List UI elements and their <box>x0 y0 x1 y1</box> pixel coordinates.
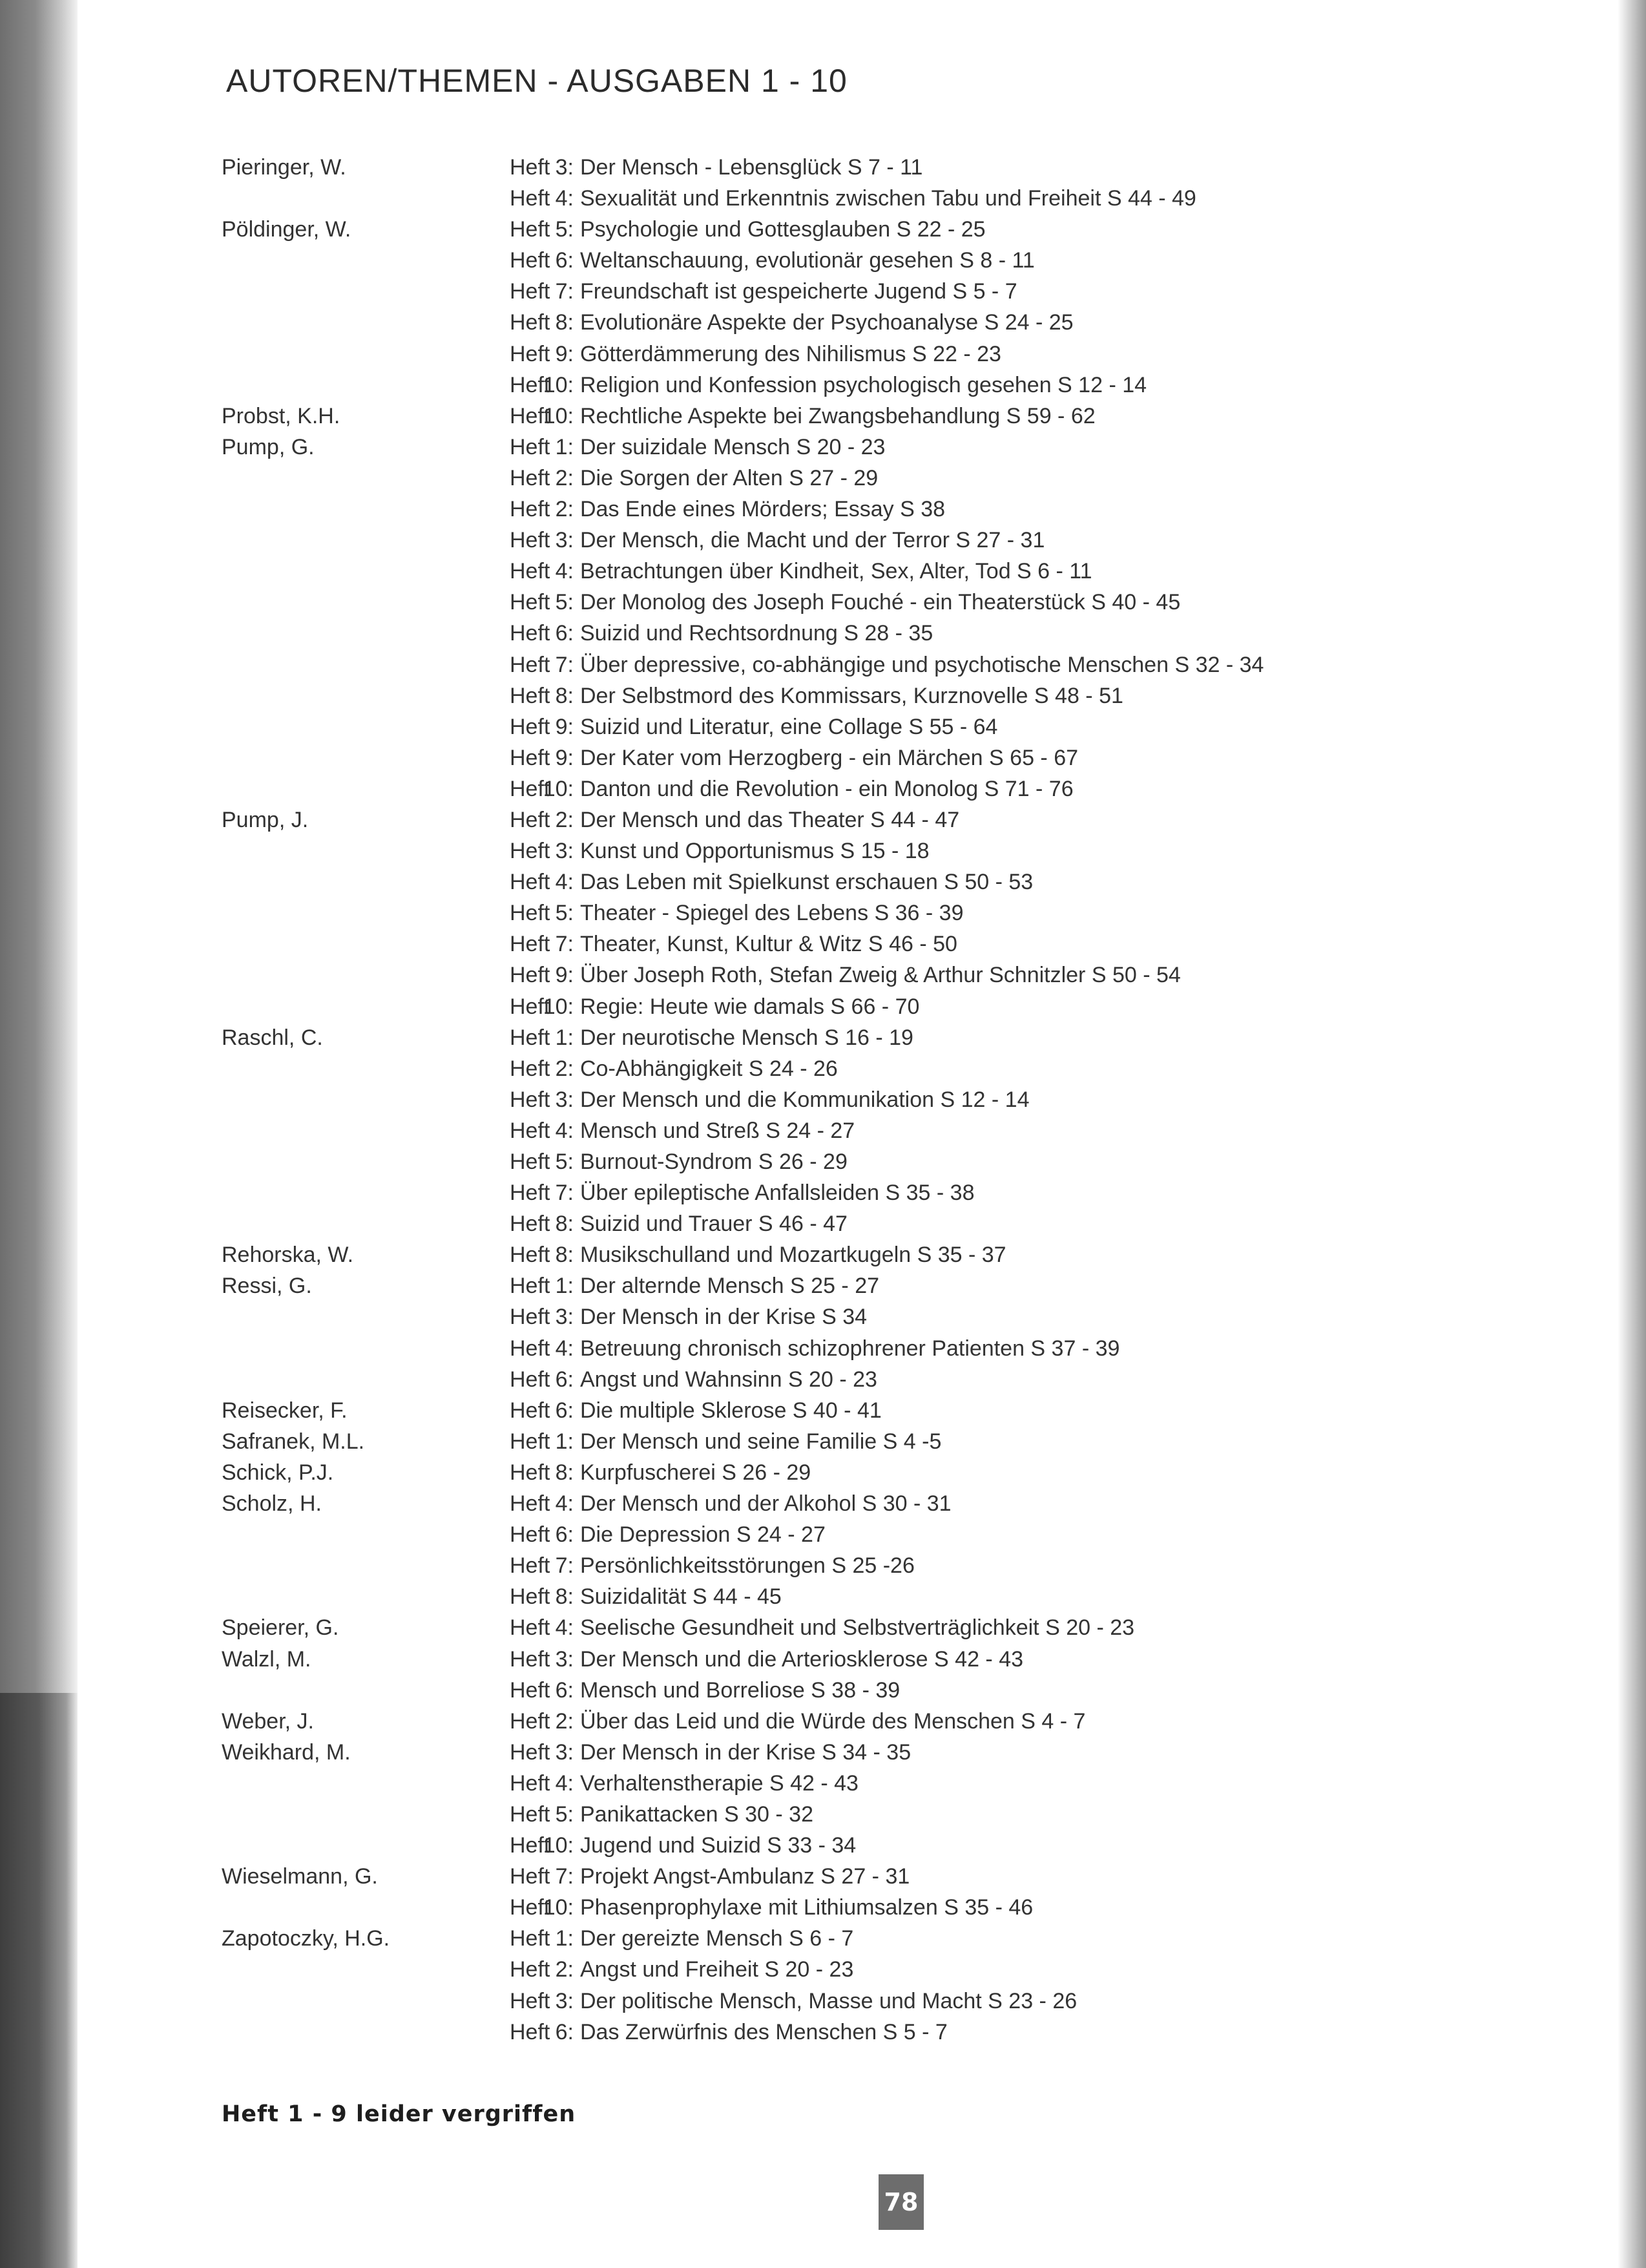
entry-issue-number: 8: <box>555 683 574 708</box>
footnote: Heft 1 - 9 leider vergriffen <box>222 2101 576 2127</box>
entry-article: Mensch und Streß S 24 - 27 <box>580 1118 855 1143</box>
entry-heft-label: Heft <box>510 310 550 335</box>
entry-article: Der suizidale Mensch S 20 - 23 <box>580 434 886 459</box>
entry-issue-number: 10: <box>543 776 574 801</box>
entry-article: Theater, Kunst, Kultur & Witz S 46 - 50 <box>580 932 957 957</box>
entry-heft-label: Heft <box>510 1895 550 1920</box>
entry-heft-label: Heft <box>510 434 550 459</box>
index-entry <box>222 1364 1449 1395</box>
author-topic-index <box>222 152 1449 2048</box>
entry-author: Weber, J. <box>222 1708 314 1734</box>
entry-issue-number: 2: <box>555 465 574 490</box>
book-spine-shadow <box>0 0 78 2268</box>
entry-issue-number: 3: <box>555 1739 574 1765</box>
entry-heft-label: Heft <box>510 1864 550 1889</box>
index-entry <box>222 401 1449 432</box>
index-entry <box>222 1830 1449 1861</box>
entry-issue-number: 5: <box>555 1150 574 1174</box>
entry-heft-label: Heft <box>510 372 550 397</box>
index-entry <box>222 1644 1449 1675</box>
entry-issue-number: 5: <box>555 217 574 242</box>
entry-issue-number: 4: <box>555 186 574 211</box>
entry-article: Der Mensch und die Kommunikation S 12 - 14 <box>580 1087 1030 1112</box>
entry-article: Der Kater vom Herzogberg - ein Märchen S 65 - 67 <box>580 745 1079 770</box>
entry-heft-label: Heft <box>510 248 550 273</box>
entry-heft-label: Heft <box>510 714 550 739</box>
index-entry <box>222 680 1449 711</box>
entry-heft-label: Heft <box>510 1305 550 1330</box>
entry-article: Der Mensch und das Theater S 44 - 47 <box>580 807 960 832</box>
entry-issue-number: 9: <box>555 714 574 739</box>
entry-heft-label: Heft <box>510 528 550 553</box>
index-entry <box>222 339 1449 370</box>
entry-issue-number: 1: <box>555 1025 574 1050</box>
entry-issue-number: 2: <box>555 1056 574 1081</box>
entry-author: Walzl, M. <box>222 1646 311 1672</box>
entry-article: Phasenprophylaxe mit Lithiumsalzen S 35 - 46 <box>580 1895 1034 1920</box>
index-entry <box>222 1208 1449 1239</box>
entry-heft-label: Heft <box>510 963 550 988</box>
entry-author: Raschl, C. <box>222 1025 323 1050</box>
entry-heft-label: Heft <box>510 1553 550 1579</box>
entry-heft-label: Heft <box>510 1243 550 1268</box>
entry-article: Der Mensch, die Macht und der Terror S 27 - 31 <box>580 528 1045 553</box>
entry-article: Freundschaft ist gespeicherte Jugend S 5 - 7 <box>580 279 1017 304</box>
index-entry <box>222 1706 1449 1737</box>
entry-issue-number: 7: <box>555 279 574 304</box>
entry-heft-label: Heft <box>510 1056 550 1081</box>
entry-article: Regie: Heute wie damals S 66 - 70 <box>580 994 920 1019</box>
entry-article: Der alternde Mensch S 25 - 27 <box>580 1274 880 1299</box>
entry-article: Die multiple Sklerose S 40 - 41 <box>580 1398 882 1423</box>
index-entry <box>222 152 1449 183</box>
entry-article: Kunst und Opportunismus S 15 - 18 <box>580 839 930 864</box>
entry-issue-number: 4: <box>555 870 574 895</box>
entry-article: Die Depression S 24 - 27 <box>580 1522 826 1548</box>
entry-article: Der Mensch in der Krise S 34 - 35 <box>580 1739 912 1765</box>
entry-issue-number: 2: <box>555 1708 574 1734</box>
entry-author: Zapotoczky, H.G. <box>222 1926 390 1951</box>
entry-issue-number: 4: <box>555 1770 574 1796</box>
entry-article: Panikattacken S 30 - 32 <box>580 1801 814 1827</box>
index-entry <box>222 1923 1449 1954</box>
index-entry <box>222 1115 1449 1146</box>
entry-heft-label: Heft <box>510 807 550 832</box>
entry-article: Der Monolog des Joseph Fouché - ein Theaterstück S 40 - 45 <box>580 590 1181 615</box>
index-entry <box>222 370 1449 401</box>
entry-issue-number: 2: <box>555 1957 574 1982</box>
index-entry <box>222 1737 1449 1768</box>
entry-heft-label: Heft <box>510 1212 550 1237</box>
entry-author: Pieringer, W. <box>222 155 346 180</box>
index-entry <box>222 1395 1449 1426</box>
entry-heft-label: Heft <box>510 1460 550 1485</box>
index-entry <box>222 991 1449 1022</box>
entry-article: Das Leben mit Spielkunst erschauen S 50 - 53 <box>580 870 1034 895</box>
entry-author: Safranek, M.L. <box>222 1429 365 1454</box>
entry-heft-label: Heft <box>510 1926 550 1951</box>
index-entry <box>222 1550 1449 1581</box>
entry-heft-label: Heft <box>510 652 550 677</box>
entry-heft-label: Heft <box>510 1398 550 1423</box>
entry-issue-number: 8: <box>555 310 574 335</box>
entry-article: Persönlichkeitsstörungen S 25 -26 <box>580 1553 915 1579</box>
entry-heft-label: Heft <box>510 1957 550 1982</box>
entry-heft-label: Heft <box>510 1988 550 2013</box>
entry-author: Weikhard, M. <box>222 1739 351 1765</box>
entry-heft-label: Heft <box>510 1801 550 1827</box>
index-entry <box>222 307 1449 338</box>
entry-article: Suizidalität S 44 - 45 <box>580 1584 782 1610</box>
index-entry <box>222 1084 1449 1115</box>
index-entry <box>222 1581 1449 1612</box>
entry-article: Theater - Spiegel des Lebens S 36 - 39 <box>580 901 964 926</box>
entry-issue-number: 9: <box>555 745 574 770</box>
entry-article: Der Selbstmord des Kommissars, Kurznovelle S 48 - 51 <box>580 683 1123 708</box>
entry-issue-number: 3: <box>555 1087 574 1112</box>
entry-heft-label: Heft <box>510 1087 550 1112</box>
index-entry <box>222 1675 1449 1706</box>
entry-article: Angst und Freiheit S 20 - 23 <box>580 1957 854 1982</box>
index-entry <box>222 1301 1449 1332</box>
entry-article: Das Ende eines Mörders; Essay S 38 <box>580 497 946 522</box>
entry-issue-number: 6: <box>555 1677 574 1703</box>
entry-author: Speierer, G. <box>222 1615 339 1641</box>
entry-issue-number: 6: <box>555 1398 574 1423</box>
entry-article: Danton und die Revolution - ein Monolog S 71 - 76 <box>580 776 1074 801</box>
entry-author: Pump, G. <box>222 434 315 459</box>
entry-heft-label: Heft <box>510 403 550 428</box>
entry-heft-label: Heft <box>510 186 550 211</box>
entry-issue-number: 6: <box>555 2019 574 2044</box>
entry-heft-label: Heft <box>510 497 550 522</box>
index-entry <box>222 1954 1449 1985</box>
entry-issue-number: 3: <box>555 1305 574 1330</box>
entry-article: Suizid und Trauer S 46 - 47 <box>580 1212 848 1237</box>
index-entry <box>222 1612 1449 1643</box>
index-entry <box>222 1861 1449 1892</box>
entry-article: Die Sorgen der Alten S 27 - 29 <box>580 465 879 490</box>
entry-heft-label: Heft <box>510 341 550 366</box>
entry-heft-label: Heft <box>510 870 550 895</box>
index-entry <box>222 556 1449 587</box>
index-entry <box>222 525 1449 556</box>
index-entry <box>222 1177 1449 1208</box>
index-entry <box>222 773 1449 804</box>
entry-author: Schick, P.J. <box>222 1460 334 1485</box>
entry-article: Religion und Konfession psychologisch gesehen S 12 - 14 <box>580 372 1147 397</box>
entry-article: Weltanschauung, evolutionär gesehen S 8 - 11 <box>580 248 1035 273</box>
entry-article: Suizid und Literatur, eine Collage S 55 - 64 <box>580 714 998 739</box>
index-entry <box>222 1519 1449 1550</box>
entry-article: Musikschulland und Mozartkugeln S 35 - 37 <box>580 1243 1006 1268</box>
entry-heft-label: Heft <box>510 745 550 770</box>
entry-issue-number: 10: <box>543 372 574 397</box>
index-entry <box>222 929 1449 960</box>
entry-article: Jugend und Suizid S 33 - 34 <box>580 1833 857 1858</box>
entry-article: Burnout-Syndrom S 26 - 29 <box>580 1150 848 1174</box>
entry-article: Betreuung chronisch schizophrener Patienten S 37 - 39 <box>580 1336 1120 1361</box>
entry-heft-label: Heft <box>510 1708 550 1734</box>
entry-heft-label: Heft <box>510 994 550 1019</box>
entry-issue-number: 5: <box>555 901 574 926</box>
book-spine-band <box>0 1693 78 2268</box>
entry-article: Der politische Mensch, Masse und Macht S 23 - 26 <box>580 1988 1078 2013</box>
index-entry <box>222 1053 1449 1084</box>
index-entry <box>222 1426 1449 1457</box>
entry-heft-label: Heft <box>510 1833 550 1858</box>
entry-issue-number: 8: <box>555 1460 574 1485</box>
index-entry <box>222 1022 1449 1053</box>
index-entry <box>222 1146 1449 1177</box>
entry-issue-number: 4: <box>555 1118 574 1143</box>
entry-heft-label: Heft <box>510 1367 550 1392</box>
index-entry <box>222 1986 1449 2017</box>
entry-issue-number: 7: <box>555 652 574 677</box>
entry-article: Betrachtungen über Kindheit, Sex, Alter, Tod S 6 - 11 <box>580 559 1092 584</box>
entry-author: Reisecker, F. <box>222 1398 348 1423</box>
entry-issue-number: 7: <box>555 1181 574 1206</box>
index-entry <box>222 432 1449 463</box>
entry-heft-label: Heft <box>510 155 550 180</box>
entry-issue-number: 4: <box>555 1336 574 1361</box>
entry-author: Pump, J. <box>222 807 309 832</box>
entry-issue-number: 6: <box>555 1522 574 1548</box>
entry-heft-label: Heft <box>510 1274 550 1299</box>
entry-author: Scholz, H. <box>222 1491 322 1517</box>
entry-issue-number: 6: <box>555 1367 574 1392</box>
entry-article: Kurpfuscherei S 26 - 29 <box>580 1460 811 1485</box>
index-entry <box>222 183 1449 214</box>
index-entry <box>222 742 1449 773</box>
entry-article: Psychologie und Gottesglauben S 22 - 25 <box>580 217 986 242</box>
entry-article: Co-Abhängigkeit S 24 - 26 <box>580 1056 838 1081</box>
entry-heft-label: Heft <box>510 901 550 926</box>
entry-issue-number: 1: <box>555 1429 574 1454</box>
index-entry <box>222 1768 1449 1799</box>
entry-heft-label: Heft <box>510 1150 550 1174</box>
entry-heft-label: Heft <box>510 932 550 957</box>
entry-issue-number: 5: <box>555 590 574 615</box>
entry-article: Sexualität und Erkenntnis zwischen Tabu und Freiheit S 44 - 49 <box>580 186 1196 211</box>
entry-heft-label: Heft <box>510 1118 550 1143</box>
index-entry <box>222 1488 1449 1519</box>
entry-heft-label: Heft <box>510 1770 550 1796</box>
entry-article: Der neurotische Mensch S 16 - 19 <box>580 1025 913 1050</box>
entry-issue-number: 7: <box>555 1553 574 1579</box>
entry-issue-number: 7: <box>555 932 574 957</box>
entry-article: Verhaltenstherapie S 42 - 43 <box>580 1770 859 1796</box>
entry-author: Ressi, G. <box>222 1274 312 1299</box>
entry-issue-number: 3: <box>555 1988 574 2013</box>
entry-heft-label: Heft <box>510 559 550 584</box>
index-entry <box>222 245 1449 276</box>
entry-issue-number: 6: <box>555 621 574 646</box>
entry-issue-number: 6: <box>555 248 574 273</box>
entry-heft-label: Heft <box>510 217 550 242</box>
entry-article: Über epileptische Anfallsleiden S 35 - 38 <box>580 1181 975 1206</box>
entry-issue-number: 8: <box>555 1584 574 1610</box>
entry-heft-label: Heft <box>510 1181 550 1206</box>
entry-article: Rechtliche Aspekte bei Zwangsbehandlung S 59 - 62 <box>580 403 1096 428</box>
entry-heft-label: Heft <box>510 683 550 708</box>
entry-article: Das Zerwürfnis des Menschen S 5 - 7 <box>580 2019 948 2044</box>
entry-issue-number: 2: <box>555 497 574 522</box>
entry-article: Angst und Wahnsinn S 20 - 23 <box>580 1367 877 1392</box>
entry-heft-label: Heft <box>510 1677 550 1703</box>
index-entry <box>222 1270 1449 1301</box>
index-entry <box>222 587 1449 618</box>
entry-heft-label: Heft <box>510 1491 550 1517</box>
entry-issue-number: 3: <box>555 1646 574 1672</box>
entry-issue-number: 2: <box>555 807 574 832</box>
entry-article: Mensch und Borreliose S 38 - 39 <box>580 1677 901 1703</box>
entry-heft-label: Heft <box>510 1522 550 1548</box>
entry-heft-label: Heft <box>510 1646 550 1672</box>
entry-issue-number: 10: <box>543 403 574 428</box>
entry-heft-label: Heft <box>510 1336 550 1361</box>
entry-article: Über Joseph Roth, Stefan Zweig & Arthur Schnitzler S 50 - 54 <box>580 963 1181 988</box>
entry-article: Der Mensch in der Krise S 34 <box>580 1305 868 1330</box>
entry-issue-number: 1: <box>555 1274 574 1299</box>
index-entry <box>222 463 1449 494</box>
index-entry <box>222 649 1449 680</box>
entry-issue-number: 4: <box>555 559 574 584</box>
entry-issue-number: 10: <box>543 994 574 1019</box>
entry-author: Pöldinger, W. <box>222 217 351 242</box>
index-entry <box>222 1799 1449 1830</box>
index-entry <box>222 1457 1449 1488</box>
index-entry <box>222 866 1449 898</box>
index-entry <box>222 960 1449 991</box>
entry-article: Projekt Angst-Ambulanz S 27 - 31 <box>580 1864 910 1889</box>
entry-author: Wieselmann, G. <box>222 1864 378 1889</box>
entry-article: Der Mensch und die Arteriosklerose S 42 - 43 <box>580 1646 1024 1672</box>
entry-heft-label: Heft <box>510 1429 550 1454</box>
entry-article: Der gereizte Mensch S 6 - 7 <box>580 1926 854 1951</box>
entry-heft-label: Heft <box>510 1584 550 1610</box>
entry-heft-label: Heft <box>510 776 550 801</box>
entry-article: Über das Leid und die Würde des Menschen S 4 - 7 <box>580 1708 1086 1734</box>
entry-article: Der Mensch und der Alkohol S 30 - 31 <box>580 1491 952 1517</box>
entry-author: Rehorska, W. <box>222 1243 354 1268</box>
entry-issue-number: 10: <box>543 1833 574 1858</box>
entry-issue-number: 9: <box>555 341 574 366</box>
entry-issue-number: 1: <box>555 1926 574 1951</box>
index-entry <box>222 1892 1449 1923</box>
entry-article: Suizid und Rechtsordnung S 28 - 35 <box>580 621 933 646</box>
entry-article: Über depressive, co-abhängige und psychotische Menschen S 32 - 34 <box>580 652 1264 677</box>
entry-heft-label: Heft <box>510 1615 550 1641</box>
entry-article: Seelische Gesundheit und Selbstverträglichkeit S 20 - 23 <box>580 1615 1135 1641</box>
index-entry <box>222 276 1449 307</box>
page-edge-shadow <box>1618 0 1646 2268</box>
entry-article: Der Mensch und seine Familie S 4 -5 <box>580 1429 942 1454</box>
index-entry <box>222 711 1449 742</box>
entry-issue-number: 7: <box>555 1864 574 1889</box>
entry-heft-label: Heft <box>510 621 550 646</box>
index-entry <box>222 898 1449 929</box>
entry-heft-label: Heft <box>510 2019 550 2044</box>
index-entry <box>222 494 1449 525</box>
entry-heft-label: Heft <box>510 1739 550 1765</box>
entry-issue-number: 9: <box>555 963 574 988</box>
entry-issue-number: 3: <box>555 528 574 553</box>
entry-issue-number: 3: <box>555 839 574 864</box>
index-entry <box>222 1239 1449 1270</box>
entry-article: Evolutionäre Aspekte der Psychoanalyse S 24 - 25 <box>580 310 1074 335</box>
entry-issue-number: 5: <box>555 1801 574 1827</box>
index-entry <box>222 835 1449 866</box>
entry-heft-label: Heft <box>510 279 550 304</box>
page-title: AUTOREN/THEMEN - AUSGABEN 1 - 10 <box>226 63 848 99</box>
entry-heft-label: Heft <box>510 1025 550 1050</box>
entry-issue-number: 8: <box>555 1212 574 1237</box>
index-entry <box>222 2017 1449 2048</box>
index-entry <box>222 214 1449 245</box>
index-entry <box>222 1333 1449 1364</box>
entry-heft-label: Heft <box>510 465 550 490</box>
page-number: 78 <box>879 2174 924 2230</box>
entry-issue-number: 8: <box>555 1243 574 1268</box>
entry-heft-label: Heft <box>510 839 550 864</box>
entry-article: Der Mensch - Lebensglück S 7 - 11 <box>580 155 923 180</box>
entry-issue-number: 1: <box>555 434 574 459</box>
entry-author: Probst, K.H. <box>222 403 340 428</box>
entry-article: Götterdämmerung des Nihilismus S 22 - 23 <box>580 341 1001 366</box>
entry-issue-number: 4: <box>555 1491 574 1517</box>
entry-issue-number: 4: <box>555 1615 574 1641</box>
entry-heft-label: Heft <box>510 590 550 615</box>
index-entry <box>222 618 1449 649</box>
entry-issue-number: 3: <box>555 155 574 180</box>
index-entry <box>222 804 1449 835</box>
entry-issue-number: 10: <box>543 1895 574 1920</box>
